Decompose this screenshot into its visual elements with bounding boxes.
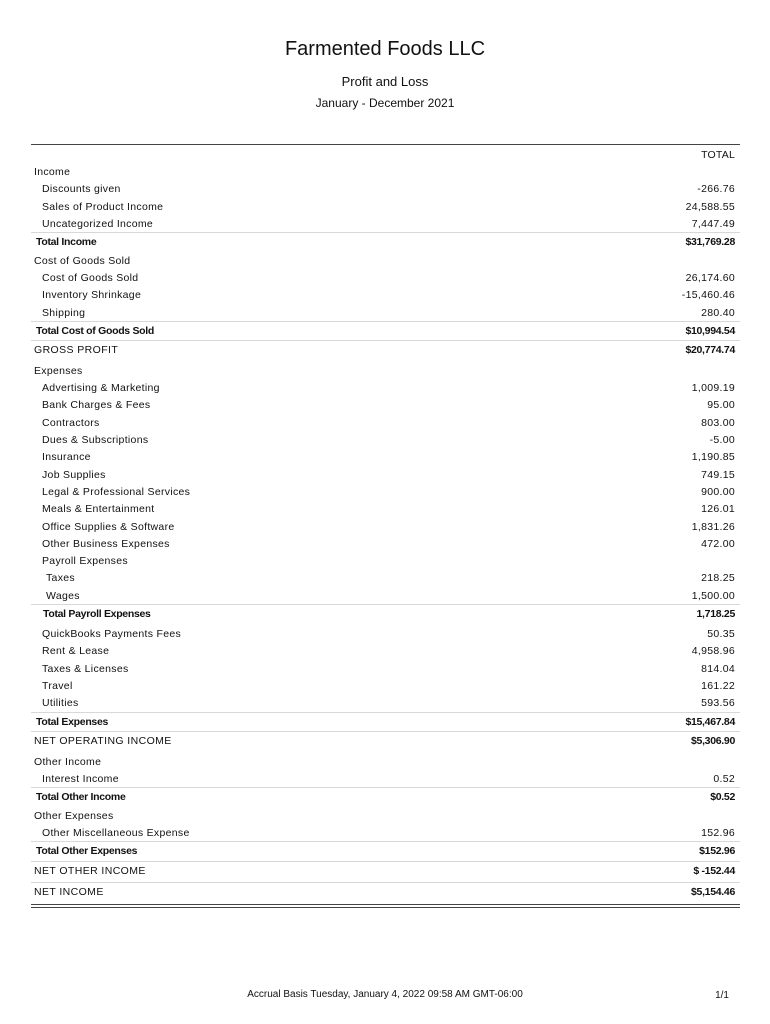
report-row [31, 180, 740, 197]
row-label: Discounts given [42, 183, 121, 196]
row-label: Total Expenses [36, 715, 109, 728]
row-label: Expenses [34, 364, 83, 377]
report-period: January - December 2021 [315, 96, 455, 110]
row-label: Payroll Expenses [42, 555, 128, 568]
row-amount: 1,718.25 [696, 608, 735, 621]
column-header-total: TOTAL [701, 149, 735, 161]
row-label: Inventory Shrinkage [42, 289, 142, 302]
report-footer: Accrual Basis Tuesday, January 4, 2022 09:58 AM GMT-06:00 [247, 989, 523, 1000]
row-label: Legal & Professional Services [42, 485, 191, 498]
report-title: Profit and Loss [341, 74, 429, 89]
row-amount: -15,460.46 [681, 289, 735, 302]
row-label: NET OTHER INCOME [34, 864, 146, 877]
report-row [31, 198, 740, 215]
page-number: 1/1 [715, 990, 729, 1001]
row-label: Other Income [34, 755, 102, 768]
row-label: Job Supplies [42, 468, 106, 481]
report-row [31, 518, 740, 535]
row-label: Wages [46, 589, 80, 602]
report-row [31, 807, 740, 824]
table-bottom-rule [31, 904, 740, 908]
report-row [31, 448, 740, 465]
row-label: Total Cost of Goods Sold [36, 324, 155, 337]
row-amount: $152.96 [699, 845, 735, 858]
row-label: Other Miscellaneous Expense [42, 826, 190, 839]
row-amount: -5.00 [709, 434, 735, 447]
report-row [31, 660, 740, 677]
report-row [31, 787, 740, 807]
row-amount: 803.00 [701, 416, 735, 429]
report-row [31, 414, 740, 431]
row-label: NET INCOME [34, 886, 104, 899]
row-label: Bank Charges & Fees [42, 399, 151, 412]
report-row [31, 625, 740, 642]
report-row [31, 466, 740, 483]
row-amount: 7,447.49 [691, 217, 735, 230]
report-row [31, 379, 740, 396]
row-label: Office Supplies & Software [42, 520, 175, 533]
profit-and-loss-table [31, 144, 740, 908]
row-label: Travel [42, 679, 73, 692]
report-row [31, 232, 740, 252]
report-row [31, 824, 740, 841]
row-amount: 161.22 [701, 679, 735, 692]
row-amount: 126.01 [701, 503, 735, 516]
report-row [31, 552, 740, 569]
row-label: Meals & Entertainment [42, 503, 155, 516]
row-amount: 0.52 [713, 772, 735, 785]
row-amount: 4,958.96 [691, 645, 735, 658]
row-amount: $5,154.46 [690, 886, 735, 899]
row-amount: 50.35 [707, 628, 735, 641]
row-label: Total Income [36, 236, 97, 249]
report-row [31, 362, 740, 379]
report-row [31, 770, 740, 787]
report-row [31, 882, 740, 902]
row-amount: $10,994.54 [685, 324, 735, 337]
row-amount: 218.25 [701, 572, 735, 585]
row-label: Total Other Income [36, 791, 126, 804]
row-label: Total Payroll Expenses [43, 608, 151, 621]
report-row [31, 431, 740, 448]
report-row [31, 215, 740, 232]
report-row [31, 677, 740, 694]
row-amount: -266.76 [697, 183, 735, 196]
report-row [31, 604, 740, 625]
row-label: Interest Income [42, 772, 119, 785]
row-amount: 26,174.60 [685, 271, 735, 284]
row-amount: 749.15 [701, 468, 735, 481]
report-row [31, 483, 740, 500]
row-label: Taxes [46, 572, 75, 585]
row-amount: $5,306.90 [690, 735, 735, 748]
report-row [31, 642, 740, 659]
report-row [31, 396, 740, 413]
row-amount: 1,500.00 [691, 589, 735, 602]
row-label: Rent & Lease [42, 645, 110, 658]
row-amount: $20,774.74 [685, 344, 735, 357]
row-label: Taxes & Licenses [42, 662, 129, 675]
row-amount: $31,769.28 [685, 236, 735, 249]
row-amount: 1,009.19 [691, 382, 735, 395]
row-label: Utilities [42, 697, 79, 710]
row-amount: 814.04 [701, 662, 735, 675]
report-row [31, 861, 740, 883]
row-label: Dues & Subscriptions [42, 434, 149, 447]
row-amount: 1,831.26 [691, 520, 735, 533]
report-row [31, 569, 740, 586]
row-amount: $0.52 [710, 791, 735, 804]
report-row [31, 500, 740, 517]
table-header [31, 145, 740, 163]
report-row [31, 535, 740, 552]
row-amount: 472.00 [701, 537, 735, 550]
report-row [31, 753, 740, 770]
row-label: Other Expenses [34, 809, 114, 822]
row-amount: 1,190.85 [691, 451, 735, 464]
report-row [31, 694, 740, 711]
report-row [31, 304, 740, 321]
row-label: Other Business Expenses [42, 537, 170, 550]
report-row [31, 731, 740, 753]
row-label: Uncategorized Income [42, 217, 154, 230]
report-row [31, 252, 740, 269]
report-row [31, 269, 740, 286]
report-row [31, 841, 740, 861]
report-row [31, 712, 740, 732]
report-row [31, 163, 740, 180]
row-label: Income [34, 166, 71, 178]
row-label: GROSS PROFIT [34, 344, 119, 357]
row-label: Contractors [42, 416, 100, 429]
row-label: NET OPERATING INCOME [34, 735, 172, 748]
row-label: Sales of Product Income [42, 200, 164, 213]
row-label: Total Other Expenses [36, 845, 138, 858]
row-amount: 152.96 [701, 826, 735, 839]
row-label: Shipping [42, 306, 86, 319]
report-row [31, 587, 740, 604]
row-label: Cost of Goods Sold [42, 271, 139, 284]
row-amount: 280.40 [701, 306, 735, 319]
row-amount: 900.00 [701, 485, 735, 498]
row-label: Cost of Goods Sold [34, 254, 131, 267]
row-amount: 593.56 [701, 697, 735, 710]
report-rows [31, 163, 740, 902]
row-label: Advertising & Marketing [42, 382, 160, 395]
row-label: Insurance [42, 451, 91, 464]
row-amount: $15,467.84 [685, 715, 735, 728]
row-amount: 95.00 [707, 399, 735, 412]
report-row [31, 340, 740, 362]
company-name: Farmented Foods LLC [284, 38, 486, 60]
report-row [31, 286, 740, 303]
row-amount: $ -152.44 [693, 864, 735, 877]
row-label: QuickBooks Payments Fees [42, 628, 182, 641]
report-row [31, 321, 740, 341]
row-amount: 24,588.55 [685, 200, 735, 213]
